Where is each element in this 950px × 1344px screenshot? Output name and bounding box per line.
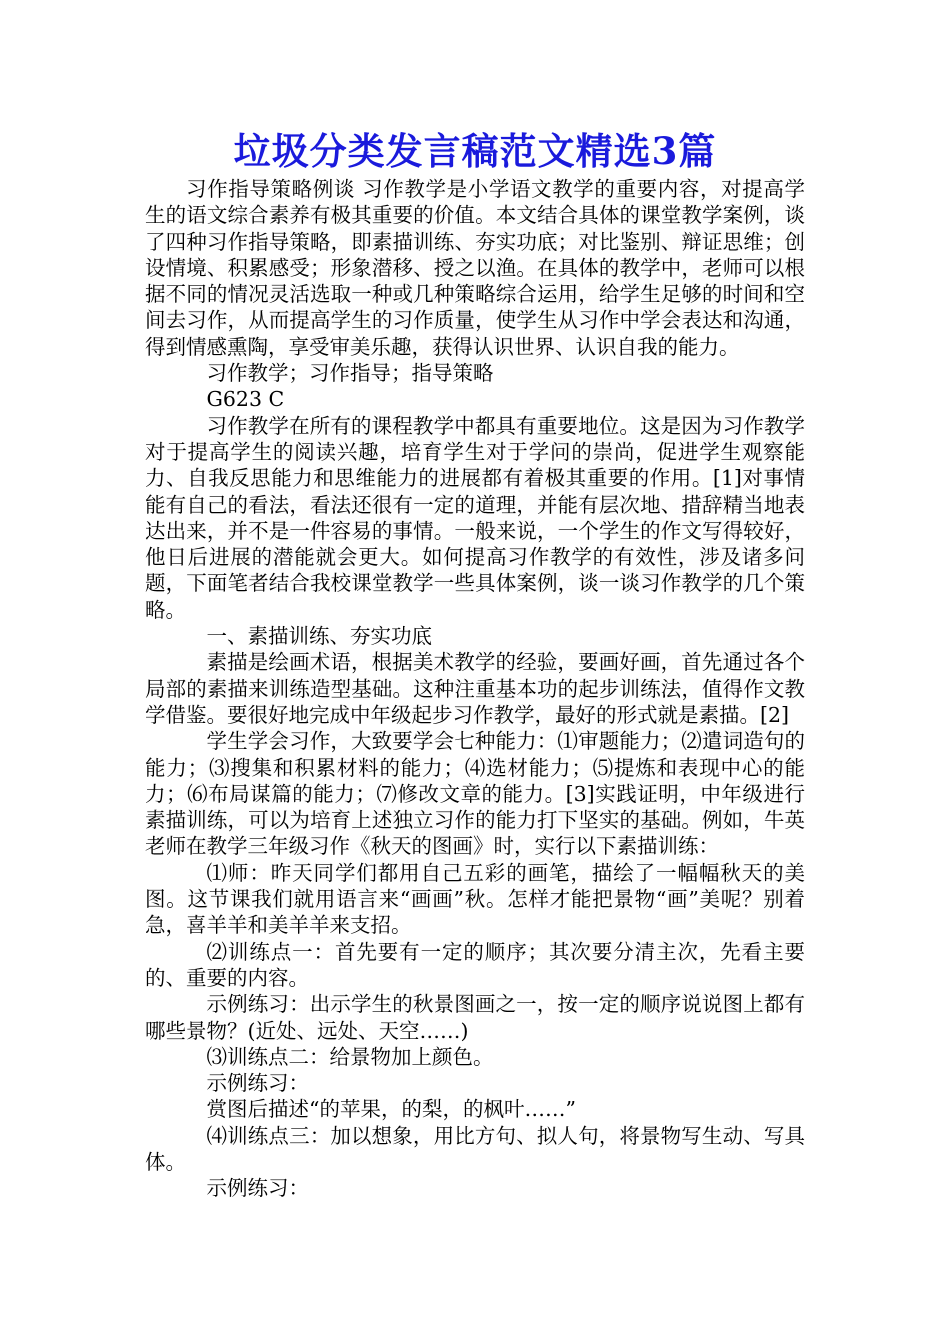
paragraph-abstract: 习作指导策略例谈 习作教学是小学语文教学的重要内容，对提高学生的语文综合素养有极其重要的价值。本文结合具体的课堂教学案例，谈了四种习作指导策略，即素描训练、夯实功底；对比鉴别、辩证思维；创设情境、积累感受；形象潜移、授之以渔。在具体的教学中，老师可以根据不同的情况灵活选取一种或几种策略综合运用，给学生足够的时间和空间去习作，从而提高学生的习作质量，使学生从习作中学会表达和沟通，得到情感熏陶，享受审美乐趣，获得认识世界、认识自我的能力。 [145, 177, 805, 359]
list-item: ⑴师：昨天同学们都用自己五彩的画笔，描绘了一幅幅秋天的美图。这节课我们就用语言来“画画”秋。怎样才能把景物“画”美呢？别着急，喜羊羊和美羊羊来支招。 [145, 860, 805, 938]
list-item: ⑷训练点三：加以想象，用比方句、拟人句，将景物写生动、写具体。 [145, 1123, 805, 1174]
document-title: 垃圾分类发言稿范文精选3篇 [233, 129, 717, 173]
list-item: ⑶训练点二：给景物加上颜色。 [206, 1044, 494, 1069]
section-heading: 一、素描训练、夯实功底 [206, 624, 432, 649]
paragraph-abilities: 学生学会习作，大致要学会七种能力：⑴审题能力；⑵遣词造句的能力；⑶搜集和积累材料的能力；⑷选材能力；⑸提炼和表现中心的能力；⑹布局谋篇的能力；⑺修改文章的能力。[3]实践证明，中年级进行素描训练，可以为培育上述独立习作的能力打下坚实的基础。例如，牛英老师在教学三年级习作《秋天的图画》时，实行以下素描训练： [145, 729, 805, 859]
list-item: 赏图后描述“的苹果，的梨，的枫叶……” [206, 1097, 576, 1122]
paragraph-intro: 习作教学在所有的课程教学中都具有重要地位。这是因为习作教学对于提高学生的阅读兴趣，培育学生对于学问的崇尚，促进学生观察能力、自我反思能力和思维能力的进展都有着极其重要的作用。[1]对事情能有自己的看法，看法还很有一定的道理，并能有层次地、措辞精当地表达出来，并不是一件容易的事情。一般来说，一个学生的作文写得较好，他日后进展的潜能就会更大。如何提高习作教学的有效性，涉及诸多问题，下面笔者结合我校课堂教学一些具体案例，谈一谈习作教学的几个策略。 [145, 413, 805, 622]
paragraph-classification: G623 C [206, 387, 285, 412]
list-item: ⑵训练点一：首先要有一定的顺序；其次要分清主次，先看主要的、重要的内容。 [145, 939, 805, 990]
list-item: 示例练习：出示学生的秋景图画之一，按一定的顺序说说图上都有哪些景物？(近处、远处、天空……) [145, 992, 805, 1043]
paragraph-sketch: 素描是绘画术语，根据美术教学的经验，要画好画，首先通过各个局部的素描来训练造型基础。这种注重基本功的起步训练法，值得作文教学借鉴。要很好地完成中年级起步习作教学，最好的形式就是素描。[2] [145, 650, 805, 727]
list-item: 示例练习： [206, 1176, 309, 1201]
document-body [145, 176, 805, 1202]
paragraph-keywords: 习作教学；习作指导；指导策略 [206, 361, 494, 386]
list-item: 示例练习： [206, 1071, 309, 1096]
